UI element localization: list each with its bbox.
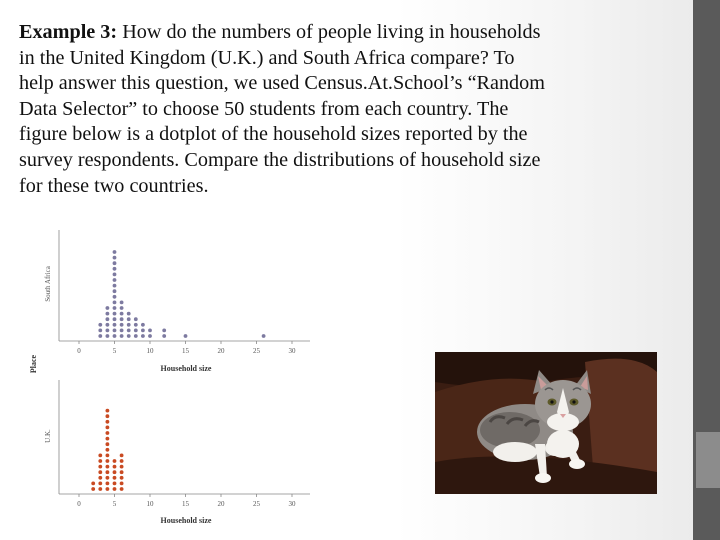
south-africa-dot: [120, 329, 124, 333]
uk-ticks: [77, 494, 296, 508]
south-africa-tick-label: 25: [253, 347, 260, 355]
uk-tick-label: 5: [112, 500, 117, 508]
south-africa-dot: [113, 278, 117, 282]
dotplot-figure: [24, 226, 324, 528]
south-africa-dot: [120, 323, 124, 327]
south-africa-dot: [134, 329, 138, 333]
uk-tick-label: 10: [146, 500, 154, 508]
uk-dot: [106, 448, 110, 452]
south-africa-dot: [120, 301, 124, 305]
south-africa-tick-label: 15: [182, 347, 189, 355]
text-line-1: How do the numbers of people living in households: [117, 21, 541, 43]
uk-dot: [106, 465, 110, 469]
text-line-6: survey respondents. Compare the distributions of household size: [19, 148, 541, 171]
south-africa-dot: [127, 329, 131, 333]
south-africa-dot: [113, 256, 117, 260]
south-africa-dot: [106, 306, 110, 310]
south-africa-dot: [120, 312, 124, 316]
uk-dot: [120, 470, 124, 474]
uk-dot: [120, 487, 124, 491]
uk-dot: [106, 437, 110, 441]
uk-tick-label: 30: [288, 500, 296, 508]
south-africa-dot: [98, 329, 102, 333]
south-africa-dot: [134, 323, 138, 327]
uk-dot: [106, 487, 110, 491]
south-africa-dot: [98, 334, 102, 338]
uk-dots: [91, 409, 123, 491]
uk-dot: [120, 482, 124, 486]
uk-dot: [113, 459, 117, 463]
south-africa-dot: [127, 323, 131, 327]
south-africa-dot: [106, 317, 110, 321]
uk-dot: [91, 487, 95, 491]
south-africa-dot: [120, 306, 124, 310]
south-africa-dot: [106, 334, 110, 338]
south-africa-dot: [113, 261, 117, 265]
south-africa-dot: [120, 334, 124, 338]
text-line-5: figure below is a dotplot of the household sizes reported by the: [19, 123, 528, 146]
uk-dot: [120, 476, 124, 480]
uk-dot: [120, 454, 124, 458]
south-africa-dot: [113, 323, 117, 327]
south-africa-dot: [113, 295, 117, 299]
uk-dot: [106, 476, 110, 480]
south-africa-dot: [113, 289, 117, 293]
uk-label: U.K.: [44, 429, 52, 443]
uk-dot: [113, 487, 117, 491]
south-africa-dot: [184, 334, 188, 338]
place-axis-label: Place: [29, 354, 38, 374]
south-africa-dot: [141, 323, 145, 327]
x-axis-title-bottom: Household size: [160, 516, 212, 525]
uk-dot: [98, 465, 102, 469]
uk-dot: [106, 442, 110, 446]
uk-dot: [98, 459, 102, 463]
uk-dot: [106, 454, 110, 458]
south-africa-dot: [141, 334, 145, 338]
south-africa-dot: [162, 329, 166, 333]
text-line-7: for these two countries.: [19, 174, 209, 197]
south-africa-dot: [113, 329, 117, 333]
south-africa-tick-label: 5: [112, 347, 117, 355]
uk-dot: [106, 431, 110, 435]
uk-tick-label: 20: [217, 500, 225, 508]
south-africa-dot: [113, 284, 117, 288]
uk-dot: [113, 482, 117, 486]
uk-tick-label: 0: [77, 500, 81, 508]
south-africa-dot: [113, 273, 117, 277]
south-africa-dot: [127, 317, 131, 321]
south-africa-dot: [113, 334, 117, 338]
text-line-2: in the United Kingdom (U.K.) and South Africa compare? To: [19, 46, 515, 69]
south-africa-dot: [148, 329, 152, 333]
south-africa-dot: [141, 329, 145, 333]
south-africa-dot: [98, 323, 102, 327]
south-africa-dot: [127, 334, 131, 338]
south-africa-dot: [113, 301, 117, 305]
south-africa-dot: [113, 306, 117, 310]
uk-dot: [120, 465, 124, 469]
south-africa-dot: [148, 334, 152, 338]
south-africa-dot: [120, 317, 124, 321]
uk-dot: [98, 482, 102, 486]
uk-dot: [113, 465, 117, 469]
south-africa-dot: [113, 250, 117, 254]
uk-dot: [106, 420, 110, 424]
south-africa-tick-label: 10: [146, 347, 154, 355]
uk-dot: [106, 482, 110, 486]
uk-dot: [120, 459, 124, 463]
south-africa-dot: [106, 329, 110, 333]
south-africa-dot: [106, 312, 110, 316]
x-axis-title-top: Household size: [160, 364, 212, 373]
text-line-4: Data Selector” to choose 50 students from each country. The: [19, 97, 509, 120]
south-africa-dot: [262, 334, 266, 338]
uk-dot: [113, 476, 117, 480]
uk-dot: [106, 426, 110, 430]
south-africa-dot: [106, 323, 110, 327]
slide-body-text: [19, 20, 659, 199]
south-africa-dot: [127, 312, 131, 316]
south-africa-tick-label: 0: [77, 347, 81, 355]
uk-dot: [106, 470, 110, 474]
south-africa-dot: [162, 334, 166, 338]
cat-photo: [435, 352, 657, 494]
south-africa-label: South Africa: [44, 266, 52, 302]
south-africa-dot: [113, 312, 117, 316]
uk-dot: [106, 414, 110, 418]
example-label: Example 3:: [19, 21, 118, 43]
uk-dot: [106, 409, 110, 413]
uk-dot: [98, 476, 102, 480]
south-africa-dots: [98, 250, 265, 338]
uk-dot: [98, 454, 102, 458]
uk-dot: [98, 487, 102, 491]
south-africa-tick-label: 30: [288, 347, 296, 355]
south-africa-dot: [134, 317, 138, 321]
south-africa-dot: [113, 317, 117, 321]
uk-tick-label: 25: [253, 500, 260, 508]
uk-tick-label: 15: [182, 500, 189, 508]
uk-dot: [98, 470, 102, 474]
sidebar-accent-block: [696, 432, 720, 488]
uk-dot: [91, 482, 95, 486]
south-africa-dot: [113, 267, 117, 271]
text-line-3: help answer this question, we used Census.At.School’s “Random: [19, 72, 545, 95]
uk-dot: [113, 470, 117, 474]
south-africa-tick-label: 20: [217, 347, 225, 355]
uk-dot: [106, 459, 110, 463]
south-africa-dot: [134, 334, 138, 338]
south-africa-ticks: [77, 341, 296, 355]
